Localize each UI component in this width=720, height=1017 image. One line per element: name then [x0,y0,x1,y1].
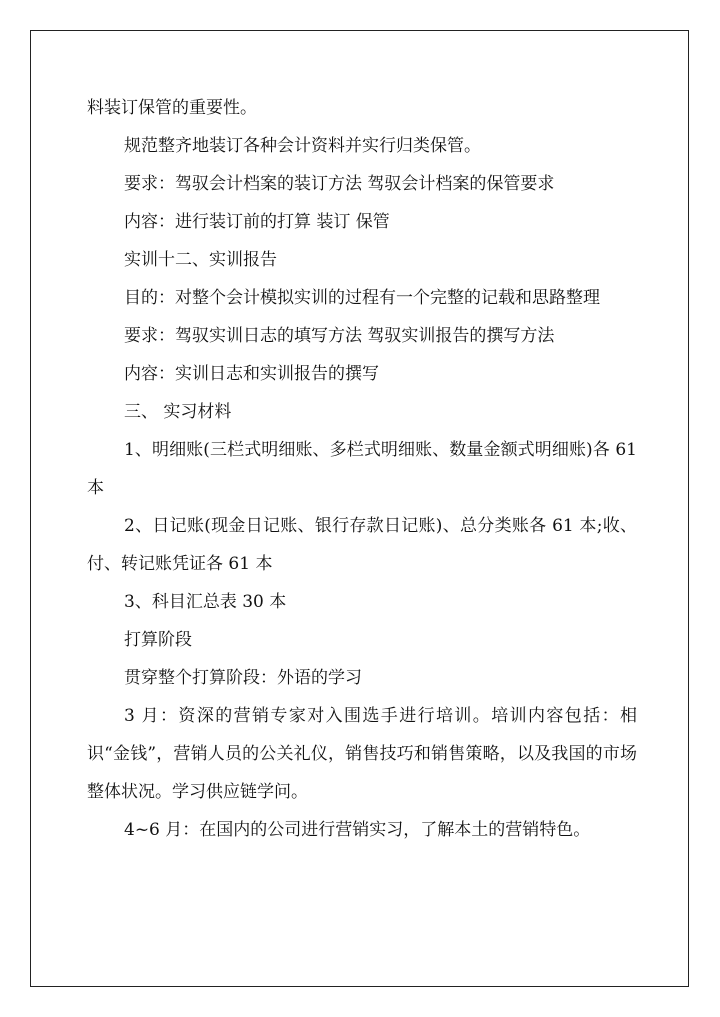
text-line: 要求：驾驭实训日志的填写方法 驾驭实训报告的撰写方法 [124,326,555,346]
text-line: 内容：进行装订前的打算 装订 保管 [124,212,390,232]
text-line: 要求：驾驭会计档案的装订方法 驾驭会计档案的保管要求 [124,174,555,194]
document-body [87,89,637,849]
section-heading: 实训十二、实训报告 [124,250,277,270]
paragraph-march: 3 月：资深的营销专家对入围选手进行培训。培训内容包括：相识“金钱”，营销人员的公关礼仪，销售技巧和销售策略，以及我国的市场整体状况。学习供应链学问。 [87,706,637,802]
list-item: 1、明细账(三栏式明细账、多栏式明细账、数量金额式明细账)各 61 本 [87,440,637,498]
paragraph-april-june: 4~6 月：在国内的公司进行营销实习，了解本土的营销特色。 [124,820,591,840]
text-line: 料装订保管的重要性。 [87,98,257,118]
text-line: 打算阶段 [124,630,192,650]
text-line: 内容：实训日志和实训报告的撰写 [124,364,379,384]
section-heading: 三、 实习材料 [124,402,232,422]
paragraph-purpose: 目的：对整个会计模拟实训的过程有一个完整的记载和思路整理 [124,288,600,308]
text-line: 贯穿整个打算阶段：外语的学习 [124,668,362,688]
text-line: 规范整齐地装订各种会计资料并实行归类保管。 [124,136,481,156]
list-item: 2、日记账(现金日记账、银行存款日记账)、总分类账各 61 本;收、付、转记账凭证各 61 本 [87,516,637,574]
list-item: 3、科目汇总表 30 本 [124,592,287,612]
